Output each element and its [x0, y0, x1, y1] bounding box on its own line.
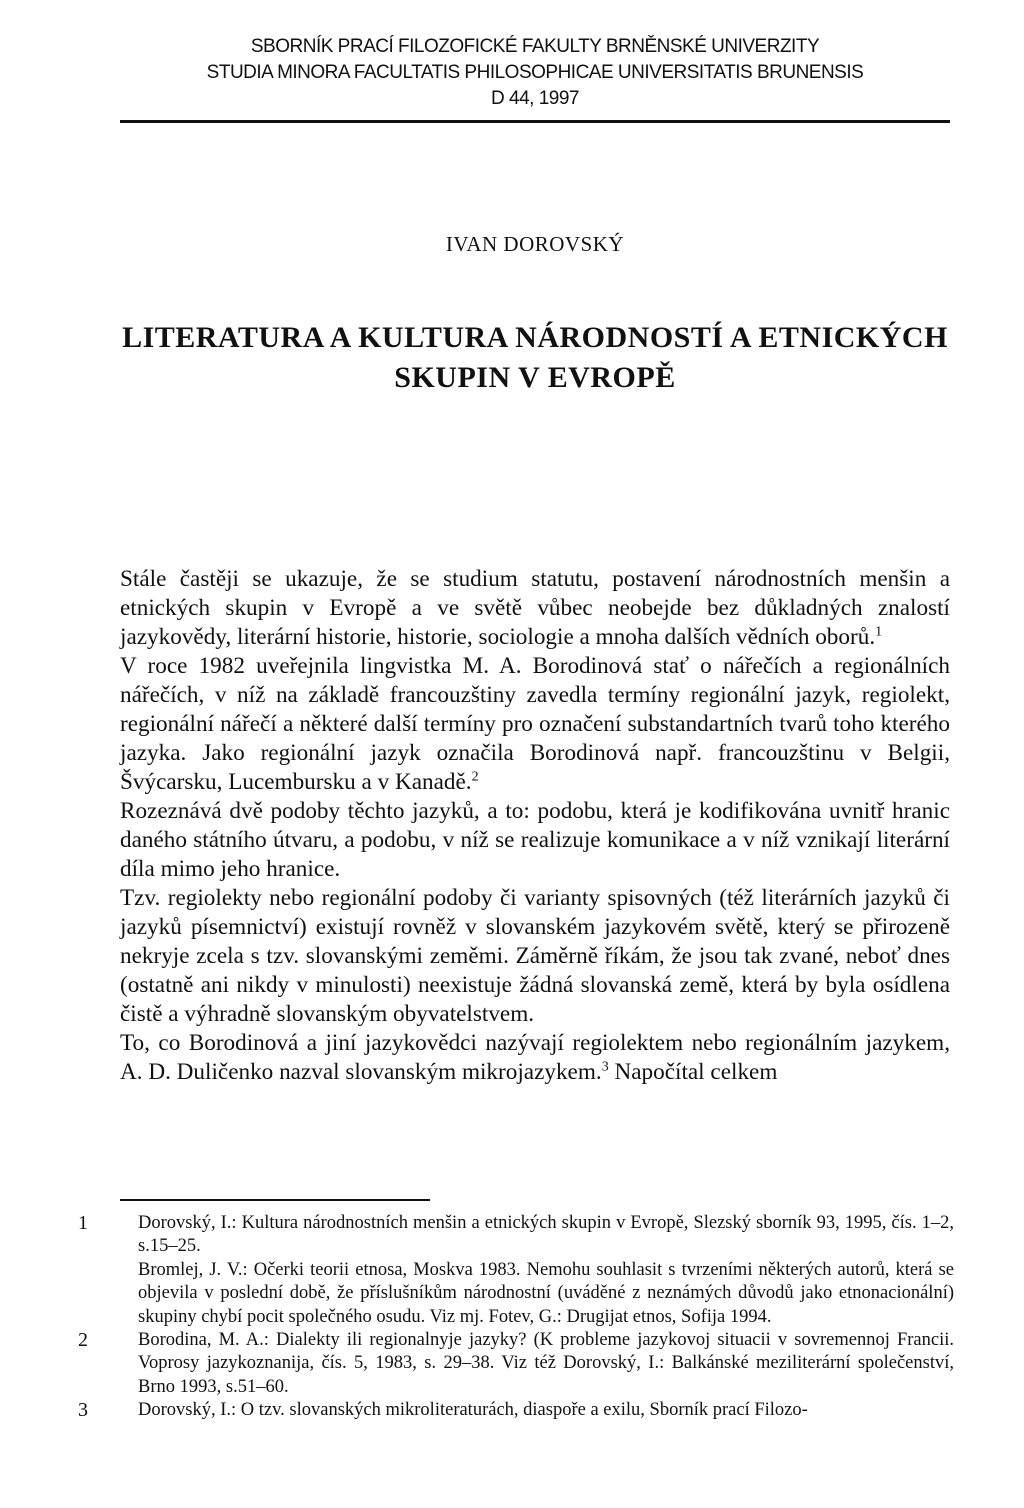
paragraph-5-text-b: Napočítal celkem: [608, 1059, 778, 1085]
article-title: [120, 318, 950, 398]
footnote-ref-3: 3: [601, 1059, 609, 1075]
journal-header: [120, 34, 950, 112]
author-name: IVAN DOROVSKÝ: [445, 232, 625, 256]
footnote-ref-2: 2: [471, 769, 479, 785]
article-title-line-2: SKUPIN V EVROPĚ: [394, 361, 676, 394]
paragraph-2-text: V roce 1982 uveřejnila lingvistka M. A. Borodinová stať o nářečích a regionálních nářečích, v níž na základě francouzštiny zavedla termíny regionální jazyk, regiolekt, regionální nářečí a některé další termíny pro označení substandartních tvarů toho kterého jazyka. Jako regionální jazyk označila Borodinová např. francouzštinu v Belgii, Švýcarsku, Lucembursku a v Kanadě.: [120, 653, 950, 795]
paragraph-1-text: Stále častěji se ukazuje, že se studium statutu, postavení národnostních menšin a etnických skupin v Evropě a ve světě vůbec neobejde bez důkladných znalostí jazykovědy, literární historie, historie, sociologie a mnoha dalších vědních oborů.: [120, 566, 950, 650]
footnote-number: 1: [78, 1212, 88, 1234]
journal-volume: D 44, 1997: [491, 88, 579, 109]
footnote-number: 3: [78, 1399, 88, 1422]
article-title-line-1: LITERATURA A KULTURA NÁRODNOSTÍ A ETNICKÝCH: [122, 321, 948, 354]
footnote-text: [138, 1212, 954, 1329]
article-body: [120, 565, 950, 1087]
paragraph-1: [120, 565, 950, 652]
footnote-rule: [120, 1199, 430, 1201]
paragraph-5: [120, 1029, 950, 1087]
footnote-number: 2: [78, 1329, 88, 1352]
footnote-text: [138, 1399, 954, 1422]
paragraph-2: [120, 652, 950, 797]
footnote-1-line-1: Dorovský, I.: Kultura národnostních menšin a etnických skupin v Evropě, Slezský sborník 93, 1995, čís. 1–2, s.15–25.: [138, 1213, 954, 1257]
footnote-1-line-2: Bromlej, J. V.: Očerki teorii etnosa, Moskva 1983. Nemohu souhlasit s tvrzeními některých autorů, která se objevila v poslední době, že příslušníkům národnostní (uváděné z neznámých důvodů jako etnonacionální) skupiny chybí pocit společného osudu. Viz mj. Fotev, G.: Drugijat etnos, Sofija 1994.: [138, 1259, 954, 1327]
footnote-3-line-1: Dorovský, I.: O tzv. slovanských mikroliteraturách, diaspoře a exilu, Sborník prací Filozo-: [138, 1400, 808, 1421]
footnote-ref-1: 1: [875, 624, 883, 640]
footnote-3: [74, 1399, 954, 1422]
paragraph-5-text-a: To, co Borodinová a jiní jazykovědci nazývají regiolektem nebo regionálním jazykem, A. D. Duličenko nazval slovanským mikrojazykem.: [120, 1030, 950, 1085]
paragraph-4: Tzv. regiolekty nebo regionální podoby či varianty spisovných (též literárních jazyků či jazyků písemnictví) existují rovněž v slovanském jazykovém světě, který se přirozeně nekryje zcela s tzv. slovanskými zeměmi. Záměrně říkám, že jsou tak zvané, neboť dnes (ostatně ani nikdy v minulosti) neexistuje žádná slovanská země, která by byla osídlena čistě a výhradně slovanským obyvatelstvem.: [120, 885, 950, 1027]
footnote-text: [138, 1329, 954, 1399]
paragraph-3: Rozeznává dvě podoby těchto jazyků, a to: podobu, která je kodifikována uvnitř hranic daného státního útvaru, a podobu, v níž se realizuje komunikace a v níž vznikají literární díla mimo jeho hranice.: [120, 798, 950, 882]
footnote-2: [74, 1329, 954, 1399]
journal-title-latin: STUDIA MINORA FACULTATIS PHILOSOPHICAE UNIVERSITATIS BRUNENSIS: [206, 62, 864, 83]
header-rule: [120, 120, 950, 123]
footnote-1: [74, 1212, 954, 1329]
footnote-2-line-1: Borodina, M. A.: Dialekty ili regionalnyje jazyky? (K probleme jazykovoj situacii v sovremennoj Francii. Voprosy jazykoznanija, čís. 5, 1983, s. 29–38. Viz též Dorovský, I.: Balkánské meziliterární společenství, Brno 1993, s.51–60.: [138, 1330, 954, 1397]
journal-title-czech: SBORNÍK PRACÍ FILOZOFICKÉ FAKULTY BRNĚNSKÉ UNIVERZITY: [250, 36, 820, 57]
footnotes: [74, 1212, 954, 1423]
